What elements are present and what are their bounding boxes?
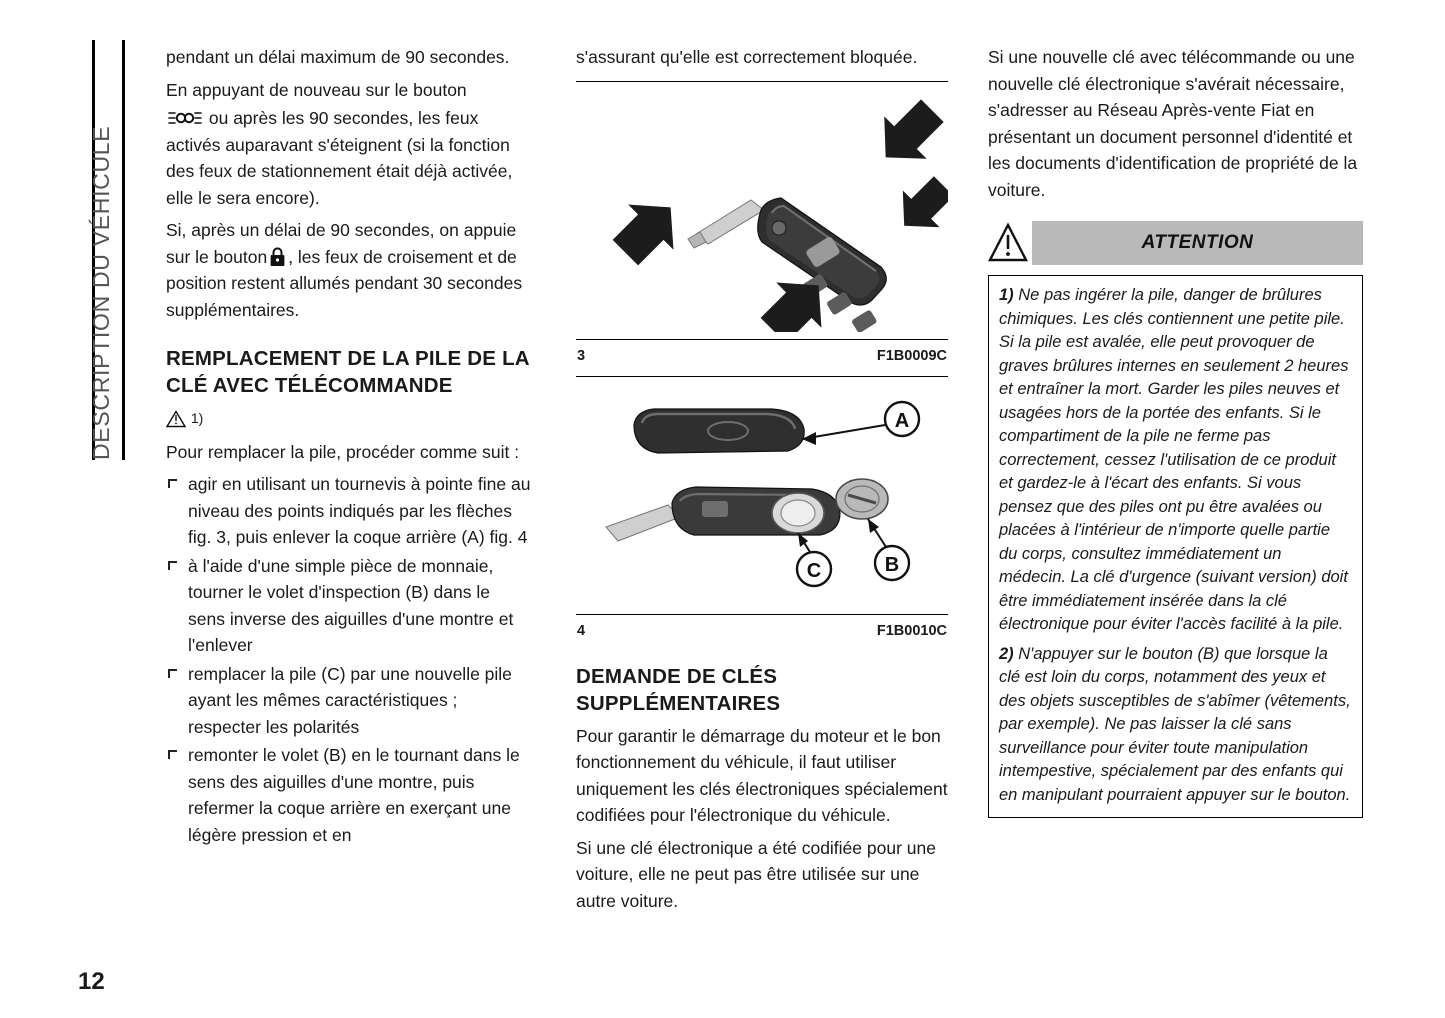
figure-4-code: F1B0010C [876, 623, 947, 639]
figure-4-caption [576, 615, 948, 649]
attention-warning-icon [988, 221, 1028, 265]
list-item-text: à l'aide d'une simple pièce de monnaie, tourner le volet d'inspection (B) dans le sens inverse des aiguilles d'une montre et l'enlever [188, 555, 514, 655]
paragraph-3-text: ou après les 90 secondes, les feux activés auparavant s'éteignent (si la fonction des feux de stationnement était déjà activée, elle le sera encore). [166, 108, 513, 208]
list-item [166, 471, 531, 551]
footnote-marker-row [166, 405, 531, 433]
column-1 [166, 44, 531, 850]
column-2 [576, 44, 948, 920]
figure-4 [576, 376, 948, 649]
figure-3-number: 3 [577, 348, 586, 364]
list-item [166, 742, 531, 848]
attention-note-1-number: 1) [999, 286, 1014, 304]
intro-paragraph: Pour remplacer la pile, procéder comme suit : [166, 441, 520, 462]
svg-text:A: A [894, 409, 910, 432]
attention-header [988, 221, 1363, 265]
square-bullet-icon [168, 750, 177, 759]
attention-body [988, 275, 1363, 818]
section-heading-additional-keys: DEMANDE DE CLÉS SUPPLÉMENTAIRES [576, 664, 781, 715]
square-bullet-icon [168, 561, 177, 570]
new-key-paragraph: Si une nouvelle clé avec télécommande ou une nouvelle clé électronique s'avérait nécessaire, s'adresser au Réseau Après-vente Fiat en présentant un document personnel d'identité et les documents d'identification de propriété de la voiture. [988, 47, 1358, 200]
figure-3 [576, 81, 948, 374]
lock-icon [269, 247, 286, 267]
column-3 [988, 44, 1363, 818]
attention-title: ATTENTION [1141, 231, 1254, 253]
chapter-tab-label: DESCRIPTION DU VÉHICULE [88, 125, 114, 460]
figure-3-code: F1B0009C [876, 348, 947, 364]
attention-note-2-number: 2) [999, 644, 1014, 663]
svg-text:C: C [806, 559, 822, 582]
square-bullet-icon [168, 669, 177, 678]
warning-triangle-icon [166, 409, 186, 427]
footnote-ref-1: 1) [190, 410, 204, 426]
list-item [166, 661, 531, 741]
list-item-text: remplacer la pile (C) par une nouvelle pile ayant les mêmes caractéristiques ; respecter les polarités [188, 663, 512, 737]
list-item-text: remonter le volet (B) en le tournant dans le sens des aiguilles d'une montre, puis refermer la coque arrière en exerçant une légère pression et en [188, 745, 520, 845]
paragraph-4-text: Si, après un délai de 90 secondes, on appuie sur le bouton [166, 220, 517, 267]
additional-keys-paragraph-2: Si une clé électronique a été codifiée pour une voiture, elle ne peut pas être utilisée sur une autre voiture. [576, 837, 936, 911]
figure-4-number: 4 [577, 623, 586, 639]
attention-note-1 [999, 284, 1352, 637]
chapter-tab [58, 40, 118, 460]
page-number: 12 [78, 968, 105, 995]
additional-keys-paragraph-1: Pour garantir le démarrage du moteur et le bon fonctionnement du véhicule, il faut utiliser uniquement les clés électroniques spécialement codifiées pour l'électronique du véhicule. [576, 725, 948, 825]
parking-lights-icon [168, 108, 202, 126]
paragraph-4 [166, 217, 531, 323]
figure-3-caption [576, 340, 948, 374]
paragraph-1: pendant un délai maximum de 90 secondes. [166, 47, 510, 67]
square-bullet-icon [168, 479, 177, 488]
paragraph-2 [166, 77, 531, 104]
chapter-tab-rule-right [122, 40, 125, 460]
list-item-text: agir en utilisant un tournevis à pointe fine au niveau des points indiqués par les flèches fig. 3, puis enlever la coque arrière (A) fig. 4 [188, 474, 531, 547]
section-heading-battery-replacement: REMPLACEMENT DE LA PILE DE LA CLÉ AVEC TÉLÉCOMMANDE [166, 347, 530, 397]
attention-title-bar [1032, 221, 1363, 265]
list-item [166, 553, 531, 659]
paragraph-2-text: En appuyant de nouveau sur le bouton [166, 79, 467, 100]
svg-text:B: B [884, 553, 900, 576]
paragraph-5-text: , les feux de croisement et de position restent allumés pendant 30 secondes supplémentaires. [166, 246, 523, 320]
paragraph-3 [166, 105, 531, 211]
attention-note-1-text: Ne pas ingérer la pile, danger de brûlures chimiques. Les clés contiennent une petite pile. Si la pile est avalée, elle peut provoquer de graves brûlures internes en seulement 2 heures et entraîner la mort. Garder les piles neuves et usagées hors de la portée des enfants. Si le compartiment de la pile ne ferme pas correctement, cessez l'utilisation de ce produit et gardez-le à l'écart des enfants. Si vous pensez que des piles ont pu être avalées ou placées à l'intérieur de n'importe quelle partie du corps, consultez immédiatement un médecin. La clé d'urgence (suivant version) doit être immédiatement insérée dans la clé électronique pour éviter l'accès facilité à la pile. [999, 286, 1349, 633]
attention-note-2 [999, 643, 1352, 808]
figure-3-image [576, 82, 948, 340]
continuation-paragraph: s'assurant qu'elle est correctement bloquée. [576, 47, 918, 67]
figure-4-image [576, 377, 948, 615]
attention-note-2-text: N'appuyer sur le bouton (B) que lorsque la clé est loin du corps, notamment des yeux et des objets susceptibles de s'abîmer (vêtements, par exemple). Ne pas laisser la clé sans surveillance pour éviter toute manipulation intempestive, spécialement par des enfants qui en manipulant pourraient appuyer sur le bouton. [999, 644, 1351, 804]
